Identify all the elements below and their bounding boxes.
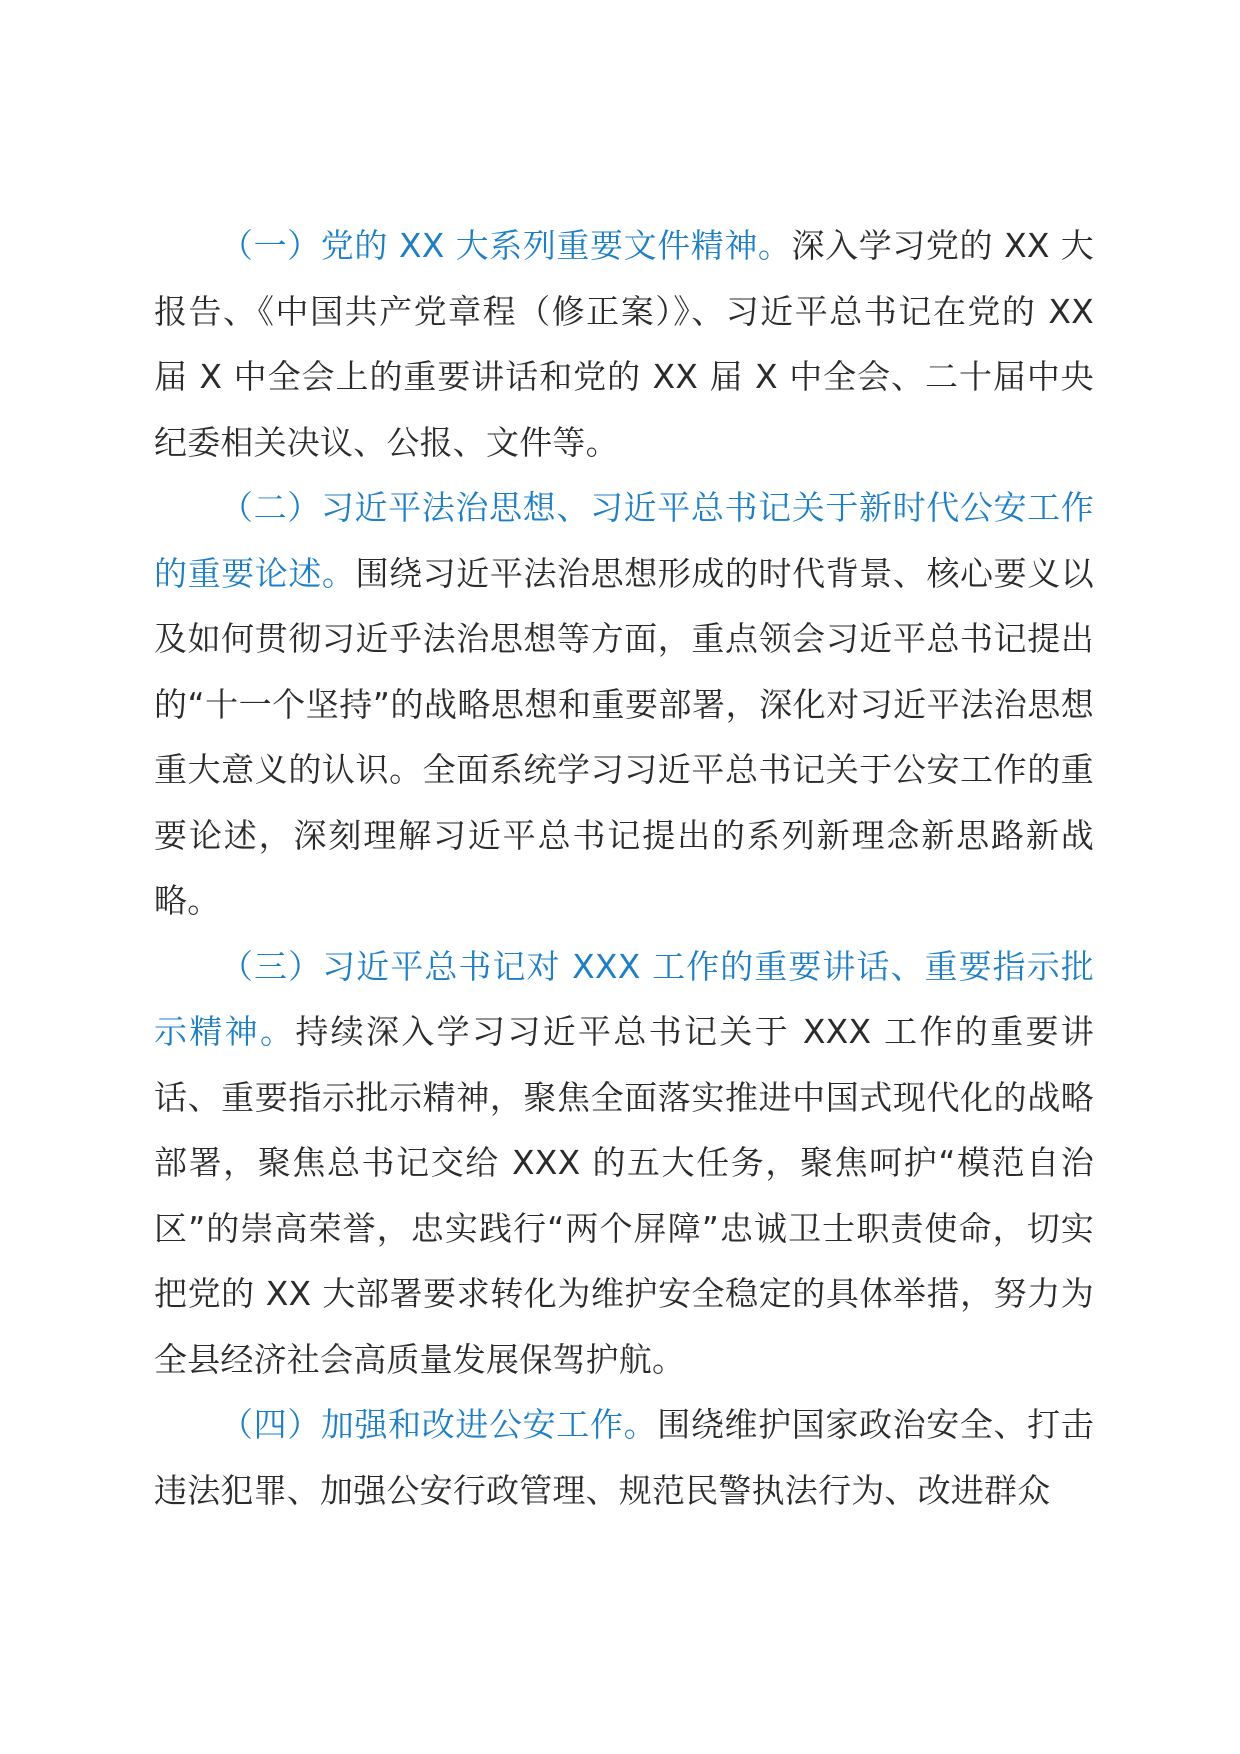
section-3-body: 持续深入学习习近平总书记关于 XXX 工作的重要讲话、重要指示批示精神，聚焦全面落实推进中国式现代化的战略部署，聚焦总书记交给 XXX 的五大任务，聚焦呵护“模范自治区”的崇高荣誉，忠实践行“两个屏障”忠诚卫士职责使命，切实把党的 XX 大部署要求转化为维护安全稳定的具体举措，努力为全县经济社会高质量发展保驾护航。 bbox=[154, 1012, 1094, 1379]
section-2-body: 围绕习近平法治思想形成的时代背景、核心要义以及如何贯彻习近乎法治思想等方面，重点领会习近平总书记提出的“十一个坚持”的战略思想和重要部署，深化对习近平法治思想重大意义的认识。全面系统学习习近平总书记关于公安工作的重要论述，深刻理解习近平总书记提出的系列新理念新思路新战略。 bbox=[154, 553, 1094, 920]
document-content bbox=[154, 213, 1094, 1523]
section-3-heading: （三）习近平总书记对 XXX 工作的重要讲话、重要指示批示精神。 bbox=[154, 946, 1094, 1051]
section-1-paragraph bbox=[154, 213, 1094, 475]
section-4-body: 围绕维护国家政治安全、打击违法犯罪、加强公安行政管理、规范民警执法行为、改进群众 bbox=[154, 1405, 1094, 1510]
section-1-body: 深入学习党的 XX 大报告、《中国共产党章程（修正案）》、习近平总书记在党的 XX 届 X 中全会上的重要讲话和党的 XX 届 X 中全会、二十届中央纪委相关决议、公报、文件等。 bbox=[154, 226, 1094, 462]
section-1-heading: （一）党的 XX 大系列重要文件精神。 bbox=[220, 226, 792, 265]
section-4-heading: （四）加强和改进公安工作。 bbox=[220, 1405, 658, 1444]
section-2-heading: （二）习近平法治思想、习近平总书记关于新时代公安工作的重要论述。 bbox=[154, 488, 1094, 593]
section-2-paragraph bbox=[154, 475, 1094, 934]
section-4-paragraph bbox=[154, 1392, 1094, 1523]
section-3-paragraph bbox=[154, 934, 1094, 1393]
